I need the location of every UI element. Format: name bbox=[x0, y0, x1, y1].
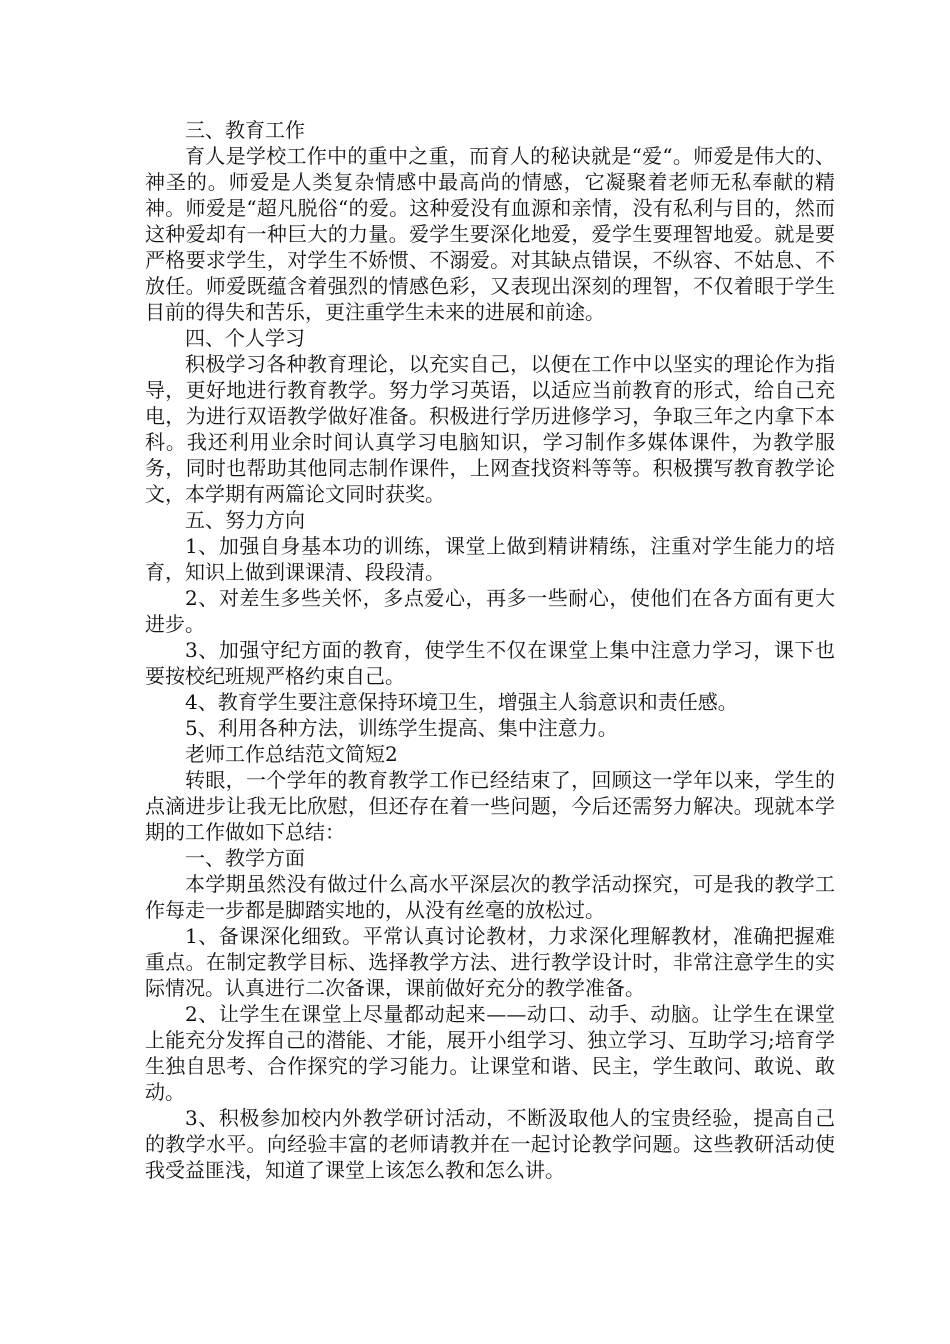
paragraph-personal-study: 积极学习各种教育理论，以充实自己，以便在工作中以坚实的理论作为指导，更好地进行教育教学。努力学习英语，以适应当前教育的形式，给自己充电，为进行双语教学做好准备。积极进行学历进修学习，争取三年之内拿下本科。我还利用业余时间认真学习电脑知识，学习制作多媒体课件，为教学服务，同时也帮助其他同志制作课件，上网查找资料等等。积极撰写教育教学论文，本学期有两篇论文同时获奖。 bbox=[145, 352, 835, 506]
article-title-2: 老师工作总结范文简短2 bbox=[185, 742, 398, 766]
list-item-direction-2: 2、对差生多些关怀，多点爱心，再多一些耐心，使他们在各方面有更大进步。 bbox=[145, 586, 835, 636]
section-heading-personal-study: 四、个人学习 bbox=[185, 326, 305, 350]
list-item-direction-5: 5、利用各种方法，训练学生提高、集中注意力。 bbox=[185, 716, 618, 740]
paragraph-teacher-love: 育人是学校工作中的重中之重，而育人的秘诀就是“爱“。师爱是伟大的、神圣的。师爱是人类复杂情感中最高尚的情感，它凝聚着老师无私奉献的精神。师爱是“超凡脱俗“的爱。这种爱没有血源和亲情，没有私利与目的，然而这种爱却有一种巨大的力量。爱学生要深化地爱，爱学生要理智地爱。就是要严格要求学生，对学生不娇惯、不溺爱。对其缺点错误，不纵容、不姑息、不放任。师爱既蕴含着强烈的情感色彩，又表现出深刻的理智，不仅着眼于学生目前的得失和苦乐，更注重学生未来的进展和前途。 bbox=[145, 144, 835, 324]
list-item-direction-3: 3、加强守纪方面的教育，使学生不仅在课堂上集中注意力学习，课下也要按校纪班规严格约束自己。 bbox=[145, 638, 835, 688]
paragraph-intro-summary: 转眼，一个学年的教育教学工作已经结束了，回顾这一学年以来，学生的点滴进步让我无比欣慰，但还存在着一些问题，今后还需努力解决。现就本学期的工作做如下总结： bbox=[145, 768, 835, 844]
list-item-direction-1: 1、加强自身基本功的训练，课堂上做到精讲精练，注重对学生能力的培育，知识上做到课课清、段段清。 bbox=[145, 534, 835, 584]
document-page bbox=[145, 117, 835, 1183]
list-item-direction-4: 4、教育学生要注意保持环境卫生，增强主人翁意识和责任感。 bbox=[185, 690, 738, 714]
section-heading-education-work: 三、教育工作 bbox=[185, 118, 305, 142]
paragraph-teaching-overview: 本学期虽然没有做过什么高水平深层次的教学活动探究，可是我的教学工作每走一步都是脚踏实地的，从没有丝毫的放松过。 bbox=[145, 872, 835, 922]
list-item-teaching-1: 1、备课深化细致。平常认真讨论教材，力求深化理解教材，准确把握难重点。在制定教学目标、选择教学方法、进行教学设计时，非常注意学生的实际情况。认真进行二次备课，课前做好充分的教学准备。 bbox=[145, 924, 835, 1000]
list-item-teaching-3: 3、积极参加校内外教学研讨活动，不断汲取他人的宝贵经验，提高自己的教学水平。向经验丰富的老师请教并在一起讨论教学问题。这些教研活动使我受益匪浅，知道了课堂上该怎么教和怎么讲。 bbox=[145, 1106, 835, 1182]
section-heading-effort-direction: 五、努力方向 bbox=[185, 508, 305, 532]
section-heading-teaching: 一、教学方面 bbox=[185, 846, 305, 870]
list-item-teaching-2: 2、让学生在课堂上尽量都动起来——动口、动手、动脑。让学生在课堂上能充分发挥自己的潜能、才能，展开小组学习、独立学习、互助学习;培育学生独自思考、合作探究的学习能力。让课堂和谐、民主，学生敢问、敢说、敢动。 bbox=[145, 1002, 835, 1104]
